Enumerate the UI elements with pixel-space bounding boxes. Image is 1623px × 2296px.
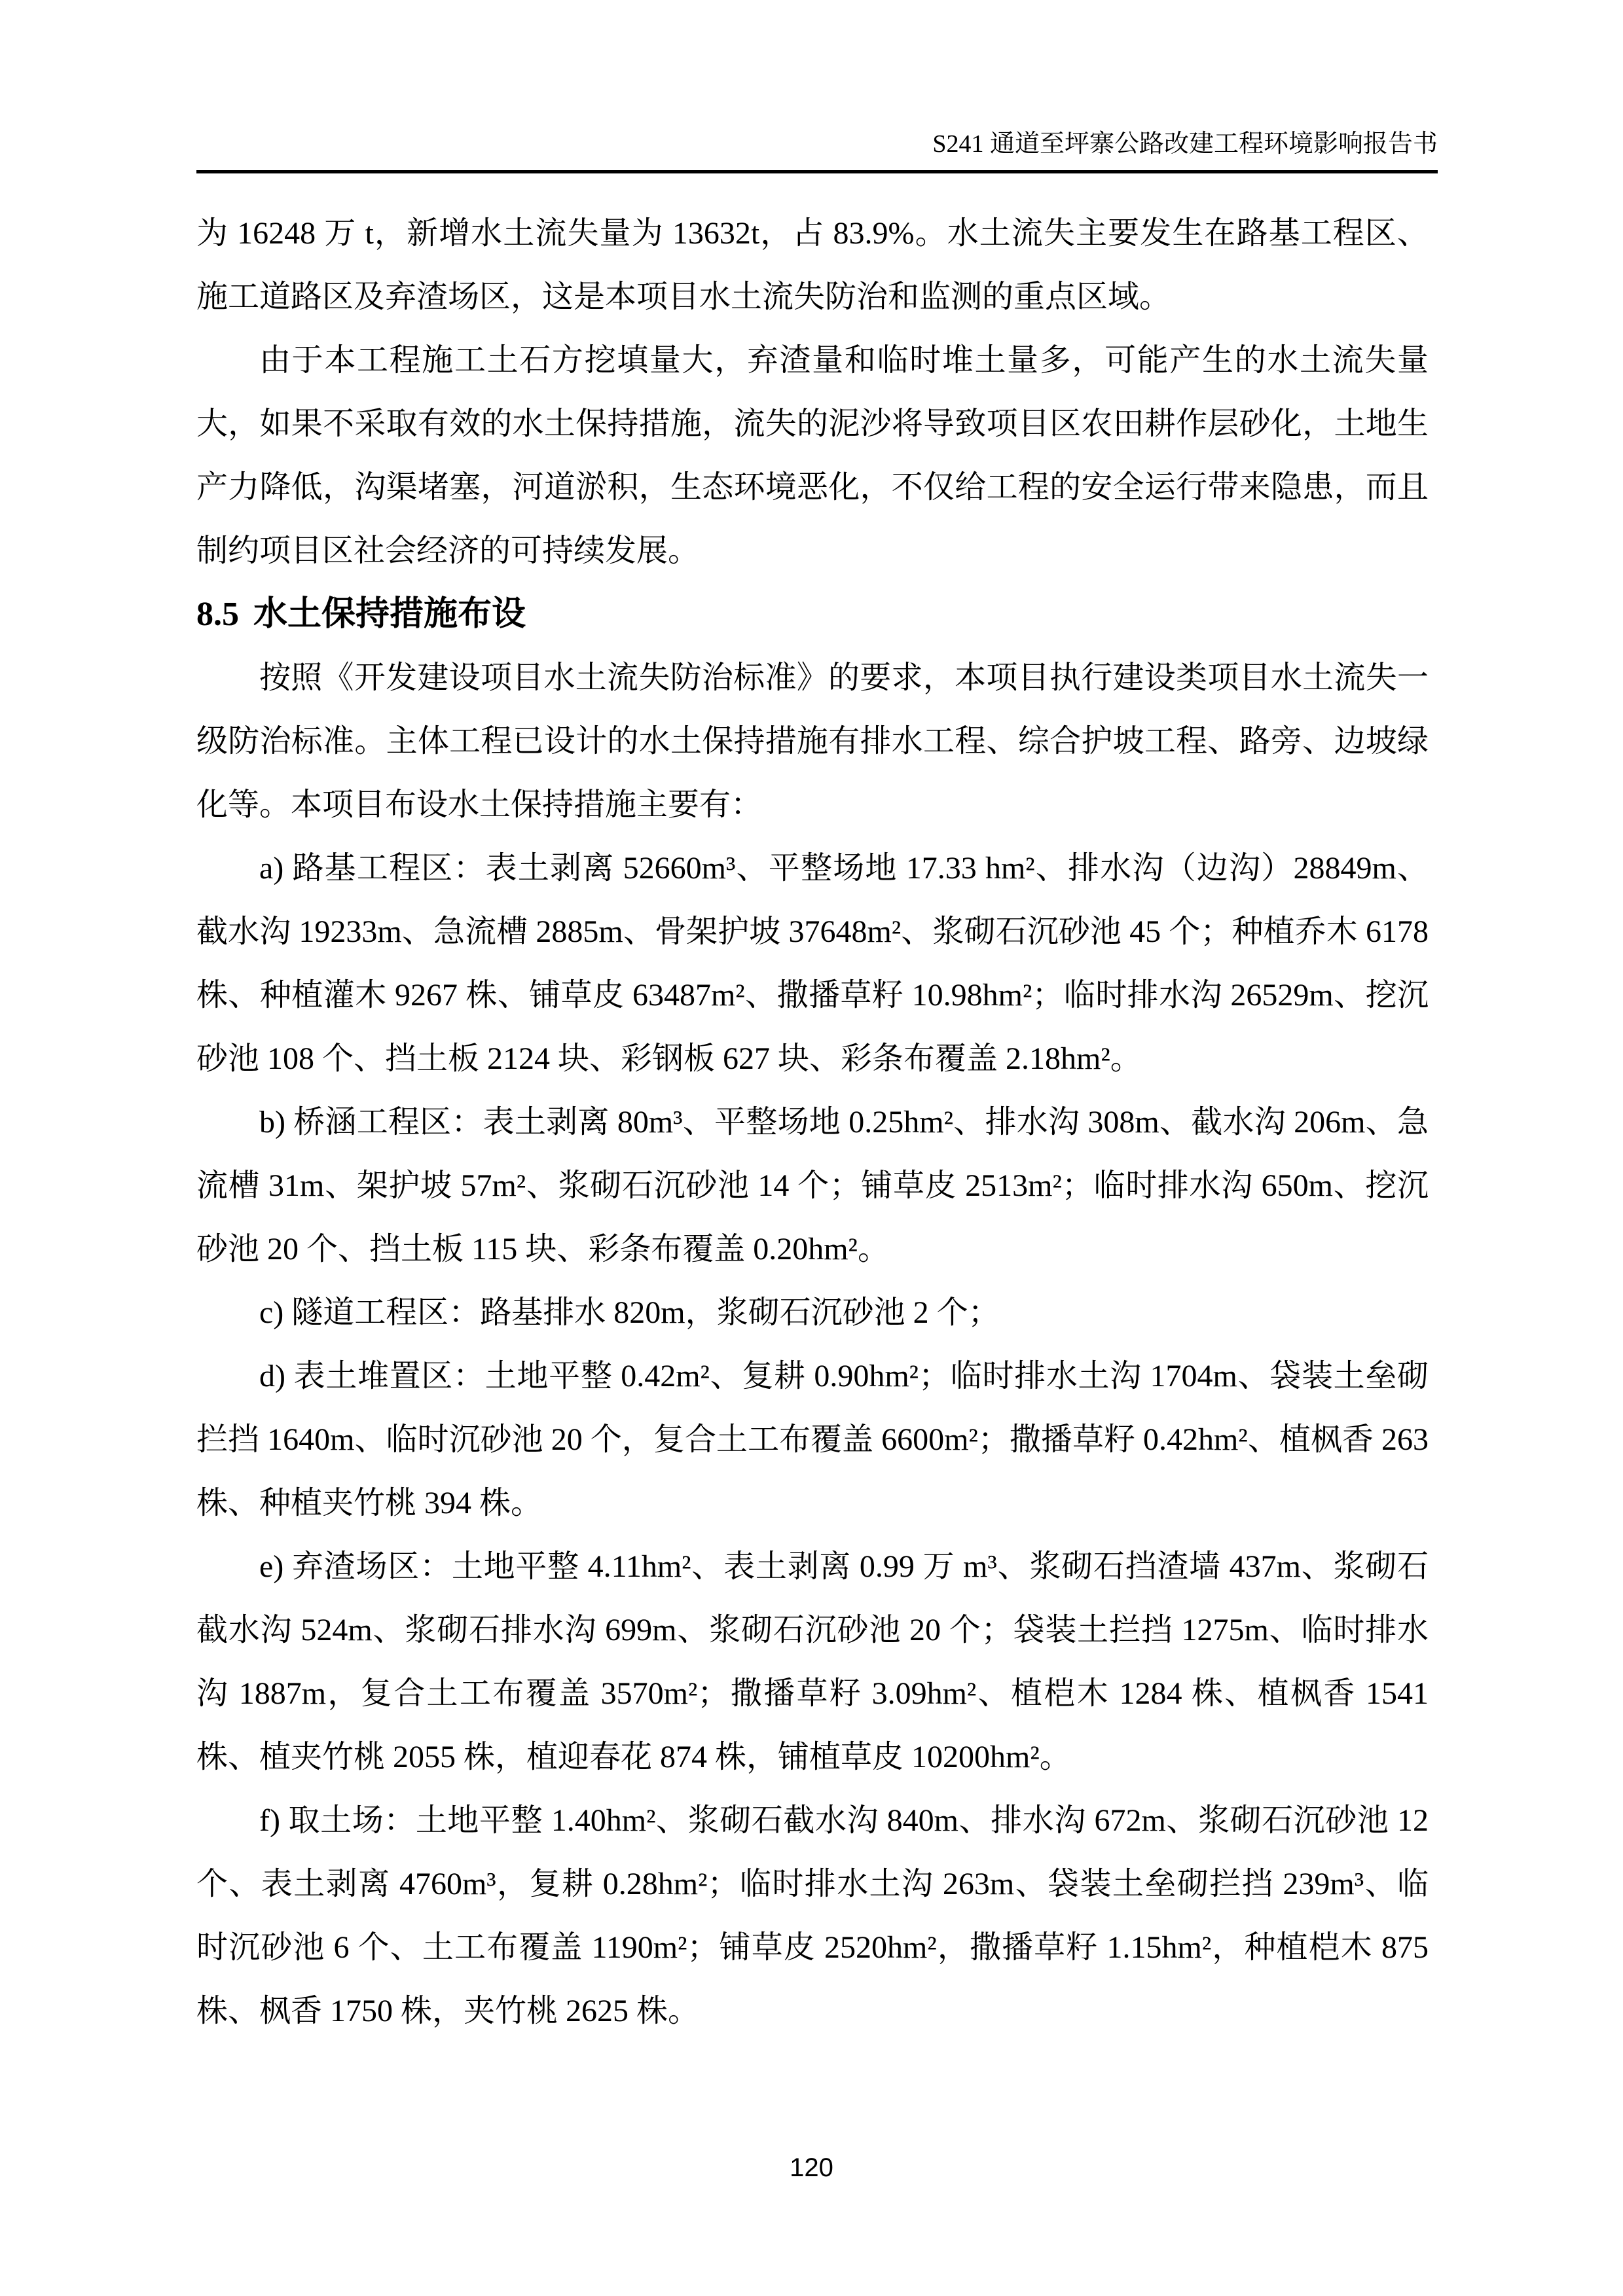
list-item-f-borrow-pit: f) 取土场：土地平整 1.40hm²、浆砌石截水沟 840m、排水沟 672m、浆砌石沉砂池 12 个、表土剥离 4760m³，复耕 0.28hm²；临时排水土沟 263m、袋装土垒砌拦挡 239m³、临时沉砂池 6 个、土工布覆盖 1190m²；铺草皮 2520hm²，撒播草籽 1.15hm²，种植桤木 875 株、枫香 1750 株，夹竹桃 2625 株。 xyxy=(196,1803,1429,2028)
page-footer xyxy=(0,2152,1623,2183)
paragraph-measures-intro: 按照《开发建设项目水土流失防治标准》的要求，本项目执行建设类项目水土流失一级防治标准。主体工程已设计的水土保持措施有排水工程、综合护坡工程、路旁、边坡绿化等。本项目布设水土保持措施主要有： xyxy=(196,660,1429,822)
section-title: 水土保持措施布设 xyxy=(253,596,526,633)
list-item-b-bridge-culvert-zone: b) 桥涵工程区：表土剥离 80m³、平整场地 0.25hm²、排水沟 308m、截水沟 206m、急流槽 31m、架护坡 57m²、浆砌石沉砂池 14 个；铺草皮 2513m²；临时排水沟 650m、挖沉砂池 20 个、挡土板 115 块、彩条布覆盖 0.20hm²。 xyxy=(196,1105,1429,1266)
list-item-d-topsoil-stockpile-zone: d) 表土堆置区：土地平整 0.42m²、复耕 0.90hm²；临时排水土沟 1704m、袋装土垒砌拦挡 1640m、临时沉砂池 20 个，复合土工布覆盖 6600m²；撒播草籽 0.42hm²、植枫香 263 株、种植夹竹桃 394 株。 xyxy=(196,1359,1429,1520)
paragraph-soil-loss-risk: 由于本工程施工土石方挖填量大，弃渣量和临时堆土量多，可能产生的水土流失量大，如果不采取有效的水土保持措施，流失的泥沙将导致项目区农田耕作层砂化，土地生产力降低，沟渠堵塞，河道淤积，生态环境恶化，不仅给工程的安全运行带来隐患，而且制约项目区社会经济的可持续发展。 xyxy=(196,343,1429,568)
page-header xyxy=(196,128,1438,173)
report-title: S241 通道至坪寨公路改建工程环境影响报告书 xyxy=(932,130,1438,158)
section-number: 8.5 xyxy=(196,596,239,633)
list-item-e-spoil-ground-zone: e) 弃渣场区：土地平整 4.11hm²、表土剥离 0.99 万 m³、浆砌石挡渣墙 437m、浆砌石截水沟 524m、浆砌石排水沟 699m、浆砌石沉砂池 20 个；袋装土拦挡 1275m、临时排水沟 1887m，复合土工布覆盖 3570m²；撒播草籽 3.09hm²、植桤木 1284 株、植枫香 1541 株、植夹竹桃 2055 株，植迎春花 874 株，铺植草皮 10200hm²。 xyxy=(196,1549,1429,1774)
list-item-a-roadbed-zone: a) 路基工程区：表土剥离 52660m³、平整场地 17.33 hm²、排水沟（边沟）28849m、截水沟 19233m、急流槽 2885m、骨架护坡 37648m²、浆砌石沉砂池 45 个；种植乔木 6178 株、种植灌木 9267 株、铺草皮 63487m²、撒播草籽 10.98hm²；临时排水沟 26529m、挖沉砂池 108 个、挡土板 2124 块、彩钢板 627 块、彩条布覆盖 2.18hm²。 xyxy=(196,851,1429,1076)
page-number: 120 xyxy=(790,2153,833,2182)
list-item-c-tunnel-zone: c) 隧道工程区：路基排水 820m，浆砌石沉砂池 2 个； xyxy=(259,1295,1000,1330)
section-heading xyxy=(196,583,1429,646)
paragraph-soil-loss-summary: 为 16248 万 t，新增水土流失量为 13632t，占 83.9%。水土流失主要发生在路基工程区、施工道路区及弃渣场区，这是本项目水土流失防治和监测的重点区域。 xyxy=(196,216,1429,314)
page-body xyxy=(196,202,1429,2043)
